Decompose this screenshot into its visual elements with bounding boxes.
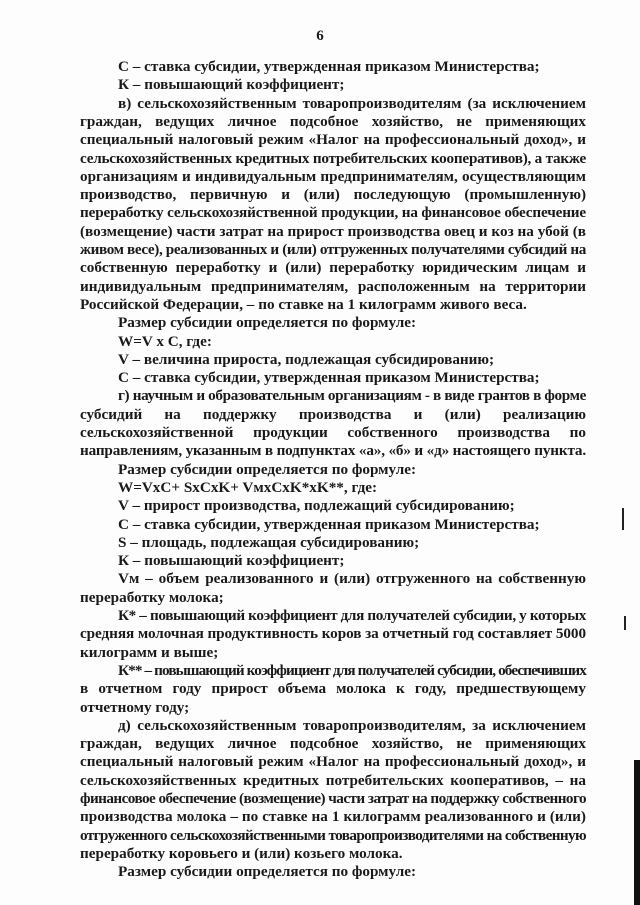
text-line: средняя молочная продуктивность коров за отчетный год составляет 5000 [80, 625, 586, 643]
text-line: Vм – объем реализованного и (или) отгруженного на собственную [118, 570, 586, 588]
text-line: S – площадь, подлежащая субсидированию; [118, 533, 420, 551]
text-line: граждан, ведущих личное подсобное хозяйство, не применяющих [80, 735, 586, 753]
text-line: д) сельскохозяйственным товаропроизводителям, за исключением [118, 716, 586, 734]
text-line: в отчетном году прирост объема молока к году, предшествующему [80, 680, 586, 698]
text-line: К* – повышающий коэффициент для получателей субсидии, у которых [118, 607, 586, 624]
text-line: субсидий на поддержку производства и (или) реализацию [80, 405, 586, 423]
text-line: собственную переработку и (или) переработку юридическим лицам и [80, 259, 586, 277]
text-line: индивидуальным предпринимателям, расположенным на территории [80, 277, 586, 295]
page-number: 6 [316, 28, 324, 44]
text-line: сельскохозяйственной продукции собственного производства по [80, 424, 586, 441]
text-line: финансовое обеспечение (возмещение) части затрат на поддержку собственного [80, 790, 586, 807]
text-line: К – повышающий коэффициент; [118, 552, 345, 570]
text-line: сельскохозяйственных кредитных потребительских кооперативов), а также [80, 149, 586, 167]
text-line: (возмещение) части затрат на прирост производства овец и коз на убой (в [80, 222, 586, 240]
text-line: переработку коровьего и (или) козьего молока. [80, 844, 403, 862]
text-line: г) научным и образовательным организациям - в виде грантов в форме [118, 387, 586, 405]
text-line: отгруженного сельскохозяйственными товаропроизводителями на собственную [80, 826, 586, 844]
text-line: С – ставка субсидии, утвержденная приказом Министерства; [118, 515, 540, 533]
text-line: К – повышающий коэффициент; [118, 76, 345, 94]
text-line: Размер субсидии определяется по формуле: [118, 314, 417, 332]
text-line: С – ставка субсидии, утвержденная приказом Министерства; [118, 58, 540, 75]
text-line: отчетному году; [80, 698, 190, 716]
text-line: организациям и индивидуальным предпринимателям, осуществляющим [80, 167, 586, 185]
text-line: W=VxC+ SxCxK+ VмxCxK*xK**, где: [118, 478, 378, 496]
text-line: переработку сельскохозяйственной продукции, на финансовое обеспечение [80, 204, 586, 222]
text-line: W=V х С, где: [118, 332, 212, 350]
text-line: Российской Федерации, – по ставке на 1 килограмм живого веса. [80, 295, 527, 313]
scan-edge-shadow [634, 760, 640, 905]
text-line: Размер субсидии определяется по формуле: [118, 863, 417, 881]
text-line: специальный налоговый режим «Налог на профессиональный доход», и [80, 753, 586, 771]
text-line: направлениям, указанным в подпунктах «а», «б» и «д» настоящего пункта. [80, 442, 586, 460]
text-line: граждан, ведущих личное подсобное хозяйство, не применяющих [80, 112, 586, 130]
text-line: V – величина прироста, подлежащая субсидированию; [118, 350, 495, 368]
text-line: сельскохозяйственных кредитных потребительских кооперативов, – на [80, 771, 586, 789]
text-line: переработку молока; [80, 588, 224, 606]
text-line: С – ставка субсидии, утвержденная приказом Министерства; [118, 369, 540, 387]
scan-artifact-mark [624, 616, 626, 630]
text-line: производство, первичную и (или) последующую (промышленную) [80, 186, 586, 204]
text-line: живом весе), реализованных и (или) отгруженных получателями субсидий на [80, 241, 586, 258]
text-line: V – прирост производства, подлежащий субсидированию; [118, 497, 515, 515]
text-line: производства молока – по ставке на 1 килограмм реализованного и (или) [80, 808, 586, 826]
text-line: в) сельскохозяйственным товаропроизводителям (за исключением [118, 94, 586, 112]
scan-artifact-mark [622, 508, 624, 530]
text-line: специальный налоговый режим «Налог на профессиональный доход», и [80, 131, 586, 149]
text-line: килограмм и выше; [80, 643, 219, 661]
text-line: Размер субсидии определяется по формуле: [118, 460, 417, 478]
text-line: К** – повышающий коэффициент для получателей субсидии, обеспечивших [118, 661, 586, 679]
